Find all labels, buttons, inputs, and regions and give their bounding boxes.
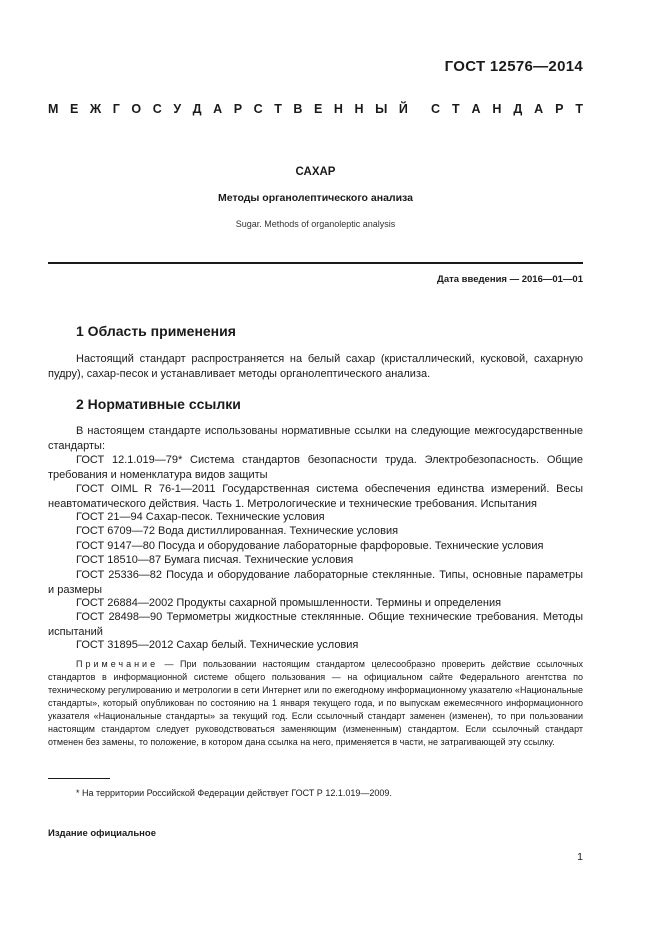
letter: Й	[398, 102, 408, 116]
note-block	[48, 658, 583, 749]
letter: Н	[333, 102, 343, 116]
letter: А	[534, 102, 544, 116]
letter: Ж	[89, 102, 102, 116]
letter: Н	[492, 102, 502, 116]
reference-item: ГОСТ 31895—2012 Сахар белый. Технические условия	[76, 639, 359, 651]
reference-item: ГОСТ 28498—90 Термометры жидкостные стеклянные. Общие технические требования. Методы испытаний	[48, 611, 583, 638]
letter: М	[48, 102, 59, 116]
reference-item: ГОСТ 21—94 Сахар-песок. Технические условия	[76, 511, 325, 523]
letter: Н	[354, 102, 364, 116]
note-label: Примечание	[76, 659, 159, 669]
letter: Т	[451, 102, 460, 116]
reference-item: ГОСТ 12.1.019—79* Система стандартов безопасности труда. Электробезопасность. Общие требования и номенклатура видов защиты	[48, 454, 583, 481]
document-title: САХАР	[295, 166, 336, 178]
letter: Т	[274, 102, 282, 116]
letter: У	[173, 102, 182, 116]
letter: Д	[192, 102, 202, 116]
letter: С	[253, 102, 263, 116]
reference-item: ГОСТ OIML R 76-1—2011 Государственная система обеспечения единства измерений. Весы неавтоматического действия. Часть 1. Метрологические и технические требования. Испытания	[48, 483, 583, 510]
reference-item: ГОСТ 26884—2002 Продукты сахарной промышленности. Термины и определения	[76, 597, 502, 609]
section-1-text: Настоящий стандарт распространяется на белый сахар (кристаллический, кусковой, сахарную пудру), сахар-песок и устанавливает методы органолептического анализа.	[48, 353, 583, 380]
letter: О	[131, 102, 142, 116]
standard-type-word-1	[48, 102, 408, 116]
standard-type-heading	[48, 102, 583, 116]
footnote-divider	[48, 778, 110, 779]
letter: Г	[112, 102, 120, 116]
letter: Е	[69, 102, 79, 116]
document-number: ГОСТ 12576—2014	[444, 58, 583, 75]
page-number: 1	[577, 851, 583, 863]
section-1-heading: 1 Область применения	[76, 323, 236, 339]
footnote: * На территории Российской Федерации действует ГОСТ Р 12.1.019—2009.	[76, 788, 392, 798]
document-subtitle: Методы органолептического анализа	[218, 192, 413, 204]
letter: Т	[575, 102, 583, 116]
letter: Д	[513, 102, 523, 116]
letter: Ы	[375, 102, 388, 116]
title-divider	[48, 262, 583, 264]
section-2-heading: 2 Нормативные ссылки	[76, 396, 241, 412]
note-text: — При пользовании настоящим стандартом целесообразно проверить действие ссылочных стандартов в информационной системе общего пользования — на официальном сайте Федерального агентства по техническому регулированию и метрологии в сети Интернет или по ежегодному информационному указателю «Национальные стандарты», который опубликован по состоянию на 1 января текущего года, и по выпускам ежемесячного информационного указателя «Национальные стандарты» за текущий год. Если ссылочный стандарт заменен (изменен), то при пользовании настоящим стандартом следует руководствоваться заменяющим (измененным) стандартом. Если ссылочный стандарт отменен без замены, то положение, в котором дана ссылка на него, применяется в части, не затрагивающей эту ссылку.	[48, 659, 583, 747]
english-title: Sugar. Methods of organoleptic analysis	[235, 219, 396, 229]
edition-label: Издание официальное	[48, 828, 156, 839]
reference-item: ГОСТ 9147—80 Посуда и оборудование лабораторные фарфоровые. Технические условия	[76, 540, 544, 552]
reference-item: ГОСТ 25336—82 Посуда и оборудование лабораторные стеклянные. Типы, основные параметры и размеры	[48, 569, 583, 596]
letter: А	[213, 102, 223, 116]
letter: Р	[233, 102, 243, 116]
introduction-date: Дата введения — 2016—01—01	[437, 274, 583, 285]
reference-item: ГОСТ 18510—87 Бумага писчая. Технические условия	[76, 554, 354, 566]
letter: Е	[314, 102, 323, 116]
letter: С	[152, 102, 162, 116]
letter: С	[431, 102, 441, 116]
standard-type-word-2	[431, 102, 583, 116]
reference-item: ГОСТ 6709—72 Вода дистиллированная. Технические условия	[76, 525, 399, 537]
letter: А	[471, 102, 481, 116]
section-2-intro: В настоящем стандарте использованы нормативные ссылки на следующие межгосударственные стандарты:	[48, 425, 583, 452]
letter: Р	[555, 102, 564, 116]
letter: В	[293, 102, 303, 116]
